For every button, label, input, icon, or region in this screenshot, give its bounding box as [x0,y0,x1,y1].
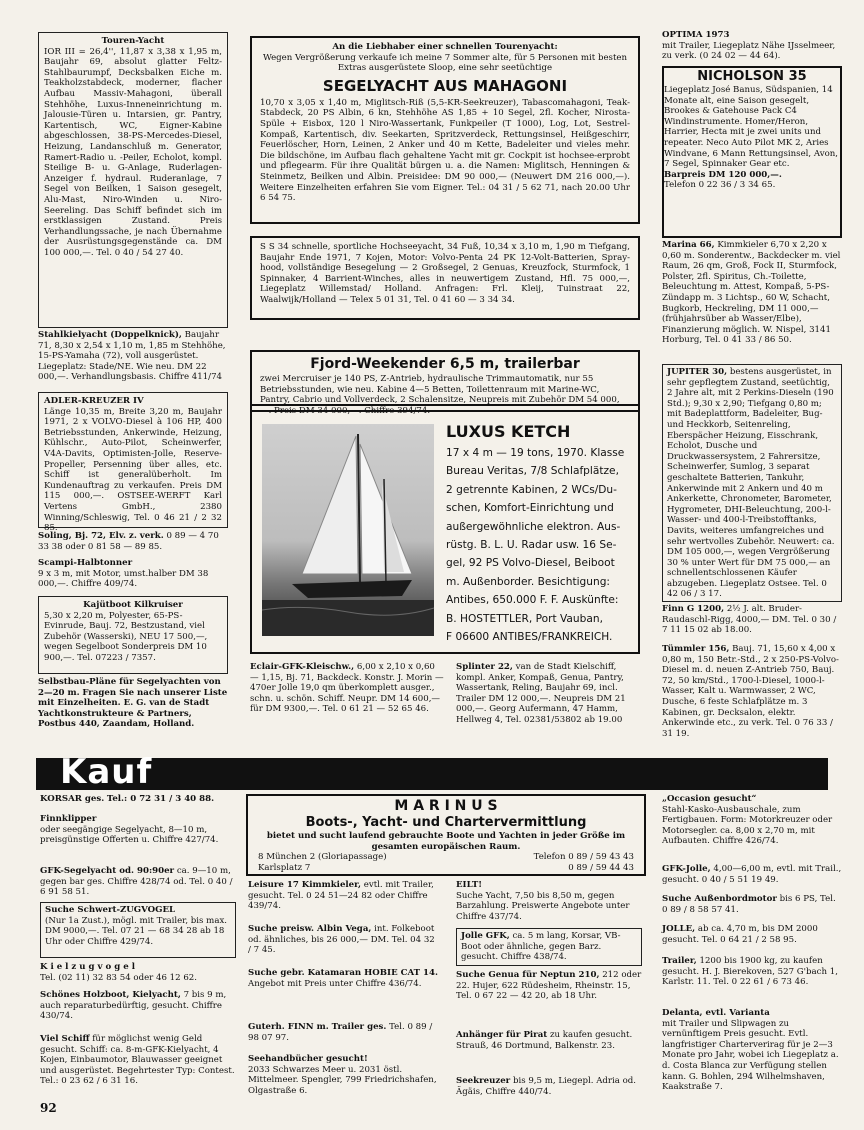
ad-text: für möglichst wenig Geld gesucht. Schiff: ca. 8-m-GFK-Kielyacht, 4 Kojen, Einbaumotor, Blauwasser geeignet und ausgerüstet. Begehrtester Typ: Contest. Tel.: 0 23 62 / 6 31 16. [40,1034,235,1087]
ad-text: Baujahr 71, 8,30 x 2,54 x 1,10 m, 1,85 m Stehhöhe, 15-PS-Yamaha (72), voll ausgerüstet. Liegeplatz: Stade/NE. Wie neu. DM 22 000,—. Verhandlungsbasis. Chiffre 411/74 [38,330,226,383]
ad-title: LUXUS KETCH [446,422,571,441]
ad-text: Angebot mit Preis unter Chiffre 436/74. [248,978,422,989]
ad-text: 0 89 — 4 70 33 38 oder 0 81 58 — 89 85. [38,531,219,552]
ad-viel-schiff [40,1034,236,1100]
ad-title: Suche gebr. Katamaran HOBIE CAT 14. [248,968,438,978]
ad-albin-vega [248,924,440,962]
ad-seehandbuecher [248,1054,440,1100]
ad-text: zu kaufen gesucht. Strauß, 46 Dortmund, Balkenstr. 23. [456,1030,633,1051]
ad-marina66 [662,240,842,360]
marinus-phone: Telefon 0 89 / 59 43 43 [533,852,634,863]
ad-text: int. Folkeboot od. ähnliches, bis 26 000,— DM. Tel. 04 32 / 7 45. [248,924,435,956]
ad-title: Kajütboot Kilkruiser [83,600,183,610]
ad-genua-neptun [456,970,642,1018]
marinus-text: bietet und sucht laufend gebrauchte Boote und Yachten in jeder Größe im gesamten europäischen Raum. [266,831,626,852]
ad-title: OPTIMA 1973 [662,30,730,40]
ad-title: Selbstbau-Pläne für Segelyachten von 2—20 m. [38,677,221,698]
ad-title: NICHOLSON 35 [697,69,807,84]
ketch-line: m. Außenborder. Besichtigung: [446,575,610,588]
ad-price: Barpreis DM 120 000,—. [664,169,782,180]
ad-text: mit Trailer, Liegeplatz Nähe IJsselmeer, zu verk. (0 24 02 — 44 64). [662,40,836,62]
ad-segelyacht-mahagoni [250,36,640,224]
ad-title: Viel Schiff [40,1034,90,1044]
ad-title: Splinter 22, [456,662,513,672]
ad-finnklipper [40,814,236,862]
ad-text: 212 oder 22. Hujer, 622 Rüdesheim, Rheinstr. 15, Tel. 0 67 22 — 42 20, ab 18 Uhr. [456,970,642,1002]
ketch-line: gel, 92 PS Volvo-Diesel, Beiboot [446,557,615,570]
ad-text: 7 bis 9 m, auch reparaturbedürftig, gesucht. Chiffre 430/74. [40,990,227,1022]
marinus-contact-row [258,852,634,863]
ad-text: Suche Yacht, 7,50 bis 8,50 m, gegen Barzahlung. Preiswerte Angebote unter Chiffre 437/74. [456,890,630,922]
ad-gfk-segelyacht [40,866,236,900]
ad-text: 1200 bis 1900 kg, zu kaufen gesucht. H. J. Bierekoven, 527 G'bach 1, Karlstr. 11. Tel. 0 22 61 / 6 73 46. [662,956,838,988]
ad-title: Touren-Yacht [101,36,165,46]
ad-title: Suche Außenbordmotor [662,894,777,904]
ad-text: 2½ J. alt. Bruder-Raudaschl-Rigg, 4000,— DM. Tel. 0 30 / 7 11 15 02 ab 18.00. [662,604,837,636]
ad-text: 6,00 x 2,10 x 0,60 — 1,15, Bj. 71, Backdeck. Konstr. J. Morin — 470er Jolle 19,0 qm überkomplett ausger., schn. u. schön. Schiff. Neupr. DM 14 600,— für DM 9300,—. Tel. 0 61 21 — 52 65 46. [250,662,444,715]
ad-title: Finnklipper [40,814,97,824]
ad-trailer [662,956,842,1004]
ad-text: 9 x 3 m, mit Motor, umst.halber DM 38 000,—. Chiffre 409/74. [38,568,209,590]
ad-gfk-jolle [662,864,842,890]
marinus-address: 8 München 2 (Gloriapassage) [258,852,387,863]
ad-title: Anhänger für Pirat [456,1030,548,1040]
ad-title: GFK-Segelyacht od. 90:90er [40,866,175,876]
ketch-line: Antibes, 650.000 F. F. Auskünfte: [446,594,619,607]
ad-text: evtl. mit Trailer, gesucht. Tel. 0 24 51—24 82 oder Chiffre 439/74. [248,880,434,912]
ad-title: Delanta, evtl. Varianta [662,1008,770,1018]
section-bar [36,758,828,790]
ad-nicholson [662,66,842,238]
ad-text: IOR III = 26,4'', 11,87 x 3,38 x 1,95 m, Baujahr 69, absolut glatter Feltz-Stahlbaurumpf, Decksbalken Eiche m. Teakholzstabdeck, moderner, flacher Aufbau Massiv-Mahagoni, überall Stehhöhe, Luxus-Inneneinrichtung m. Jalousie-Türen u. Intarsien, gr. Pantry, Kartentisch, WC, Eigner-Kabine abgeschlossen, 38-PS-Mercedes-Diesel, Heizung, Landanschluß m. Generator, Ramert-Radio u. -Peiler, Echolot, kompl. Steilige B- u. G-Anlage, Ruderlagen-Anzeiger f. hydraul. Ruderanlage, 7 Segel von Beilken, 1 Saison gesegelt, Alu-Mast, Niro-Winden u. Niro-Seereling. Das Schiff befindet sich im erstklassigen Zustand. Preis Verhandlungssache, je nach Übernahme der Ausrüstungsgegenstände ca. DM 100 000,—. Tel. 0 40 / 54 27 40. [44,46,222,258]
ad-text: Liegeplatz José Banus, Südspanien, 14 Monate alt, eine Saison gesegelt, Brookes & Gatehouse Pack C4 Windinstrumente. Homer/Heron, Harrier, Hecta mit je zwei units und repeater. Neco Auto Pilot MK 2, Aries Windvane, 6 Mann Rettungsinsel, Avon, 7 Segel, Spinnaker Gear etc. [664,85,839,170]
ketch-photo [262,424,434,636]
ad-holzboot [40,990,236,1026]
ad-text: Tel. (02 11) 32 83 54 oder 46 12 62. [40,972,198,983]
marinus-contact-row-2 [258,863,634,874]
ad-text: Stahl-Kasko-Ausbauschale, zum Fertigbauen. Form: Motorkreuzer oder Motorsegler. ca. 8,00 x 2,70 m, mit Aufbauten. Chiffre 426/74. [662,804,833,847]
ad-title: Suche Schwert-ZUGVOGEL [45,905,176,915]
ad-title: SEGELYACHT AUS MAHAGONI [322,76,568,95]
ketch-line: F 06600 ANTIBES/FRANKREICH. [446,631,613,644]
ad-text: ca. 5 m lang, Korsar, VB-Boot oder ähnliche, gegen Barz. gesucht. Chiffre 438/74. [461,931,621,963]
ad-hobie-cat [248,968,440,1002]
ad-title: Seekreuzer [456,1076,511,1086]
ad-title: Leisure 17 Kimmkieler, [248,880,362,890]
ad-text: 4,00—6,00 m, evtl. mit Trail., gesucht. 0 40 / 5 51 19 49. [662,864,842,885]
ad-text: ca. 9—10 m, gegen bar ges. Chiffre 428/74 od. Tel. 0 40 / 6 91 58 51. [40,866,233,898]
ad-title: Tümmler 156, [662,644,730,654]
ad-eclair [250,662,446,754]
ad-title: JOLLE, [662,924,696,934]
ketch-line: 17 x 4 m — 19 tons, 1970. Klasse [446,447,625,459]
ad-touren-yacht [38,32,228,328]
ad-kajuetboot [38,596,228,674]
ad-anhaenger-pirat [456,1030,642,1066]
section-title: Kauf [60,752,153,792]
ad-text [446,444,636,646]
ketch-line: rüstg. B. L. U. Radar usw. 16 Se- [446,539,617,552]
ad-zugvogel [40,902,236,958]
ad-luxus-ketch-text [446,420,636,648]
ad-jolle-2000 [662,924,842,950]
ad-jupiter30 [662,364,842,602]
ad-occasion [662,794,842,860]
ad-text: Tel.: 0 72 31 / 3 40 88. [106,794,215,804]
ad-text: S S 34 schnelle, sportliche Hochseeyacht, 34 Fuß, 10,34 x 3,10 m, 1,90 m Tiefgang, Baujahr Ende 1971, 7 Kojen, Motor: Volvo-Penta 24 PK 12-Volt-Batterien, Spray-hood, vollständige Besegelung — 2 Großsegel, 2 Genuas, Kreuzfock, Sturmfock, 1 Spinnaker, 4 Barrient-Winches, alles in neuwertigem Zustand, Hfl. 75 000,—, Liegeplatz Willemstad/ Holland. Anfragen: Frl. Kleij, Tuinstraat 22, Waalwijk/Holland — Telex 5 01 31, Tel. 0 41 60 — 3 34 34. [260,242,630,305]
ad-title: Fjord-Weekender 6,5 m, trailerbar [310,356,580,372]
ad-adler-kreuzer [38,392,228,534]
ad-fjord-weekender [250,350,640,416]
ad-kielzugvogel [40,962,236,986]
ad-ss34 [250,236,640,320]
ad-text: 2033 Schwarzes Meer u. 2031 östl. Mittelmeer. Spengler, 799 Friedrichshafen, Olgastraße 6. [248,1064,437,1096]
ad-splinter [456,662,642,754]
ketch-line: 2 getrennte Kabinen, 2 WCs/Du- [446,483,617,496]
ad-eilt [456,880,642,928]
ad-title: Suche Genua für Neptun 210, [456,970,600,980]
ad-korsar [40,794,236,808]
ad-stahlkielyacht [38,330,228,388]
ad-seekreuzer [456,1076,642,1102]
ad-title: EILT! [456,880,483,890]
page-number: 92 [40,1101,57,1115]
ketch-line: schen, Komfort-Einrichtung und [446,502,614,515]
ad-title: Soling, Bj. 72, Elv. z. verk. [38,531,164,541]
ad-leisure17 [248,880,440,918]
ad-title: Schönes Holzboot, Kielyacht, [40,990,181,1000]
ad-text: zwei Mercruiser je 140 PS, Z-Antrieb, hydraulische Trimmautomatik, nur 55 Betriebsstunden, wie neu. Kabine 4—5 Betten, Toilettenraum mit Marine-WC, Pantry, Cabrio und Vollverdeck, 2 Schalensitze, Neupreis mit Zubehör DM 54 000,—. Preis DM 34 000,—. Chiffre 394/74. [260,374,620,416]
ad-tel: Telefon 0 22 36 / 3 34 65. [664,180,776,191]
ad-title: JUPITER 30, [667,367,728,377]
ad-aussenbordmotor [662,894,842,920]
ad-title: Trailer, [662,956,697,966]
ad-title: Seehandbücher gesucht! [248,1054,368,1064]
ad-marinus [246,794,646,876]
sailboat-image [262,424,434,636]
ad-intro: Wegen Vergrößerung verkaufe ich meine 7 Sommer alte, für 5 Personen mit besten Extras ausgerüstete Sloop, eine sehr seetüchtige [262,52,628,74]
ad-title: Finn G 1200, [662,604,725,614]
ad-text: oder seegängige Segelyacht, 8—10 m, preisgünstige Offerten u. Chiffre 427/74. [40,824,219,846]
ad-title: ADLER-KREUZER IV [44,396,144,406]
ad-jolle-gfk [456,928,642,966]
ad-scampi [38,558,228,592]
ad-text: bis 6 PS, Tel. 0 89 / 8 58 57 41. [662,894,836,915]
ad-title: K i e l z u g v o g e l [40,962,135,972]
ad-selbstbau [38,677,228,745]
ad-text: Fragen Sie nach unserer Liste mit Einzelheiten. E. G. van de Stadt Yachtkonstrukteure & Partners, Postbus 440, Zaandam, Holland. [38,687,228,730]
ad-text: Bauj. 71, 15,60 x 4,00 x 0,80 m, 150 Betr.-Std., 2 x 250-PS-Volvo-Diesel m. d. neuen Z-Antrieb 750, Bauj. 72, 50 km/Std., 1700-l-Diesel, 1000-l-Wasser, Kalt u. Warmwasser, 2 WC, Dusche, 6 feste Schlafplätze m. 3 Kabinen, gr. Decksalon, elektr. Ankerwinde etc., zu verk. Tel. 0 76 33 / 31 19. [662,644,839,739]
ad-text: ab ca. 4,70 m, bis DM 2000 gesucht. Tel. 0 64 21 / 2 58 95. [662,924,818,945]
ad-tuemmler [662,644,842,754]
ad-title: KORSAR ges. [40,794,105,804]
ad-optima [662,30,842,64]
ad-title: Suche preisw. Albin Vega, [248,924,372,934]
ad-title: GFK-Jolle, [662,864,711,874]
ketch-line: B. HOSTETTLER, Port Vauban, [446,612,603,625]
ad-title: „Occasion gesucht“ [662,794,757,804]
ad-text: 10,70 x 3,05 x 1,40 m, Miglitsch-Riß (5,5-KR-Seekreuzer), Tabascomahagoni, Teak-Stabdeck, 20 PS Albin, 6 kn, Stehhöhe AS 1,85 + 10 Segel, 2fl. Kocher, Nirosta-Spüle + Eisbox, 120 l Niro-Wassertank, Funkpeiler (T 1000), Log, Lot, Sestrel-Kompaß, Kartentisch, div. Seekarten, Spritzverdeck, Rettungsinsel, Heißgeschirr, Feuerlöscher, Horn, Leinen, 2 Anker und 40 m Kette, Badeleiter und vieles mehr. Die bildschöne, im Aufbau flach gehaltene Yacht mit gr. Cockpit ist hochsee-erprobt und pflegearm. Für ihre Qualität bürgen u. a. die Namen: Miglitsch, Henningen & Steinmetz, Beilken und Albin. Preisidee: DM 90 000,— (Neuwert DM 216 000,—). Weitere Einzelheiten erfahren Sie vom Eigner. Tel.: 04 31 / 5 62 71, nach 20.00 Uhr 6 54 75. [260,97,630,204]
marinus-phone-2: 0 89 / 59 44 43 [568,862,634,873]
ad-guterh-finn [248,1022,440,1046]
ad-title: Stahlkielyacht (Doppelknick), [38,330,182,340]
ad-title: Jolle GFK, [461,931,510,941]
ad-text: bestens ausgerüstet, in sehr gepflegtem Zustand, seetüchtig, 2 Jahre alt, mit 2 Perkins-Dieseln (190 Std.); 9,30 x 2,90; Tiefgang 0,80 m; mit Badeplattform, Badeleiter, Bug- und Heckkorb, Seitenreling, Eberspächer Heizung, Eisschrank, Echolot, Dusche und Druckwassersystem, 2 Fahrersitze, Scheinwerfer, Sumlog, 3 separat geschaltete Batterien, Tankuhr, Ankerwinde mit 2 Ankern und 40 m Ankerkette, Chronometer, Barometer, Hygrometer, DHI-Beleuchtung, 200-l-Wasser- und 400-l-Treibstofftanks, Davits, weiteres umfangreiches und sehr wertvolles Zubehör. Neuwert: ca. DM 105 000,—, wegen Vergrößerung 30 % unter Wert für DM 75 000,— an schnellentschlossenen Käufer abzugeben. Liegeplatz Ostsee. Tel. 0 42 06 / 3 17. [667,367,835,600]
ad-text: Tel. 0 89 / 98 07 97. [248,1022,433,1043]
ad-title: Scampi-Halbtonner [38,558,133,568]
marinus-address-2: Karlsplatz 7 [258,862,311,873]
ad-delanta [662,1008,842,1104]
ad-title: Guterh. FINN m. Trailer ges. [248,1022,387,1032]
ad-text: mit Trailer und Slipwagen zu vernünftigem Preis gesucht. Evtl. langfristiger Charterverirag für je 2—3 Monate pro Jahr, wobei ich Liegeplatz a. d. Costa Blanca zur Verfügung stellen kann. G. Bohlen, 294 Wilhelmshaven, Kaakstraße 7. [662,1018,839,1093]
ad-finn [662,604,842,640]
ad-text: Kimmkieler 6,70 x 2,20 x 0,60 m. Sonderentw., Backdecker m. viel Raum, 26 qm, Groß, Fock II, Sturmfock, Polster, 2fl. Spiritus, Ch.-Toilette, Beleuchtung m. Attest, Kompaß, 5-PS-Zündapp m. 3 Lichtsp., 60 W, Schacht, Bugkorb, Heckreling, DM 11 000,— (frühjahrsüber ab Wasser/Elbe), Finanzierung möglich. W. Nispel, 3141 Horburg, Tel. 0 41 33 / 86 50. [662,240,841,346]
ad-soling [38,531,228,555]
ad-text: bis 9,5 m, Liegepl. Adria od. Ägäis, Chiffre 440/74. [456,1076,637,1097]
marinus-title: M A R I N U S [394,798,498,814]
marinus-subtitle: Boots-, Yacht- und Chartervermittlung [305,815,587,830]
ad-text: 5,30 x 2,20 m, Polyester, 65-PS-Evinrude, Bauj. 72, Bestzustand, viel Zubehör (Wasserski), NEU 17 500,—, wegen Segelboot Sonderpreis DM 10 900,—. Tel. 07223 / 7357. [44,610,208,663]
ad-lead: An die Liebhaber einer schnellen Tourenyacht: [332,42,558,52]
ketch-line: Bureau Veritas, 7/8 Schlafplätze, [446,465,619,478]
ad-text: van de Stadt Kielschiff, kompl. Anker, Kompaß, Genua, Pantry, Wassertank, Reling, Baujahr 69, incl. Trailer DM 12 000,—. Neupreis DM 21 000,—. Georg Aufermann, 47 Hamm, Hellweg 4, Tel. 02381/53802 ab 19.00 [456,662,626,725]
ad-title: Eclair-GFK-Kleischw., [250,662,355,672]
ad-text: Länge 10,35 m, Breite 3,20 m, Baujahr 1971, 2 x VOLVO-Diesel à 106 HP, 400 Betriebsstunden, Ankerwinde, Heizung, Kühlschr., Auto-Pilot, Scheinwerfer, V4A-Davits, Optimisten-Jolle, Reserve-Propeller, Persenning über alles, etc. Schiff ist generalüberholt. Im Kundenauftrag zu verkaufen. Preis DM 115 000,—. OSTSEE-WERFT Karl Vertens GmbH., 2380 Winning/Schleswig, Tel. 0 46 21 / 2 32 85. [44,406,222,534]
ad-title: Marina 66, [662,240,715,250]
ketch-line: außergewöhnliche elektron. Aus- [446,520,621,533]
ad-text: (Nur 1a Zust.), mögl. mit Trailer, bis max. DM 9000,—. Tel. 07 21 — 68 34 28 ab 18 Uhr oder Chiffre 429/74. [45,915,228,947]
